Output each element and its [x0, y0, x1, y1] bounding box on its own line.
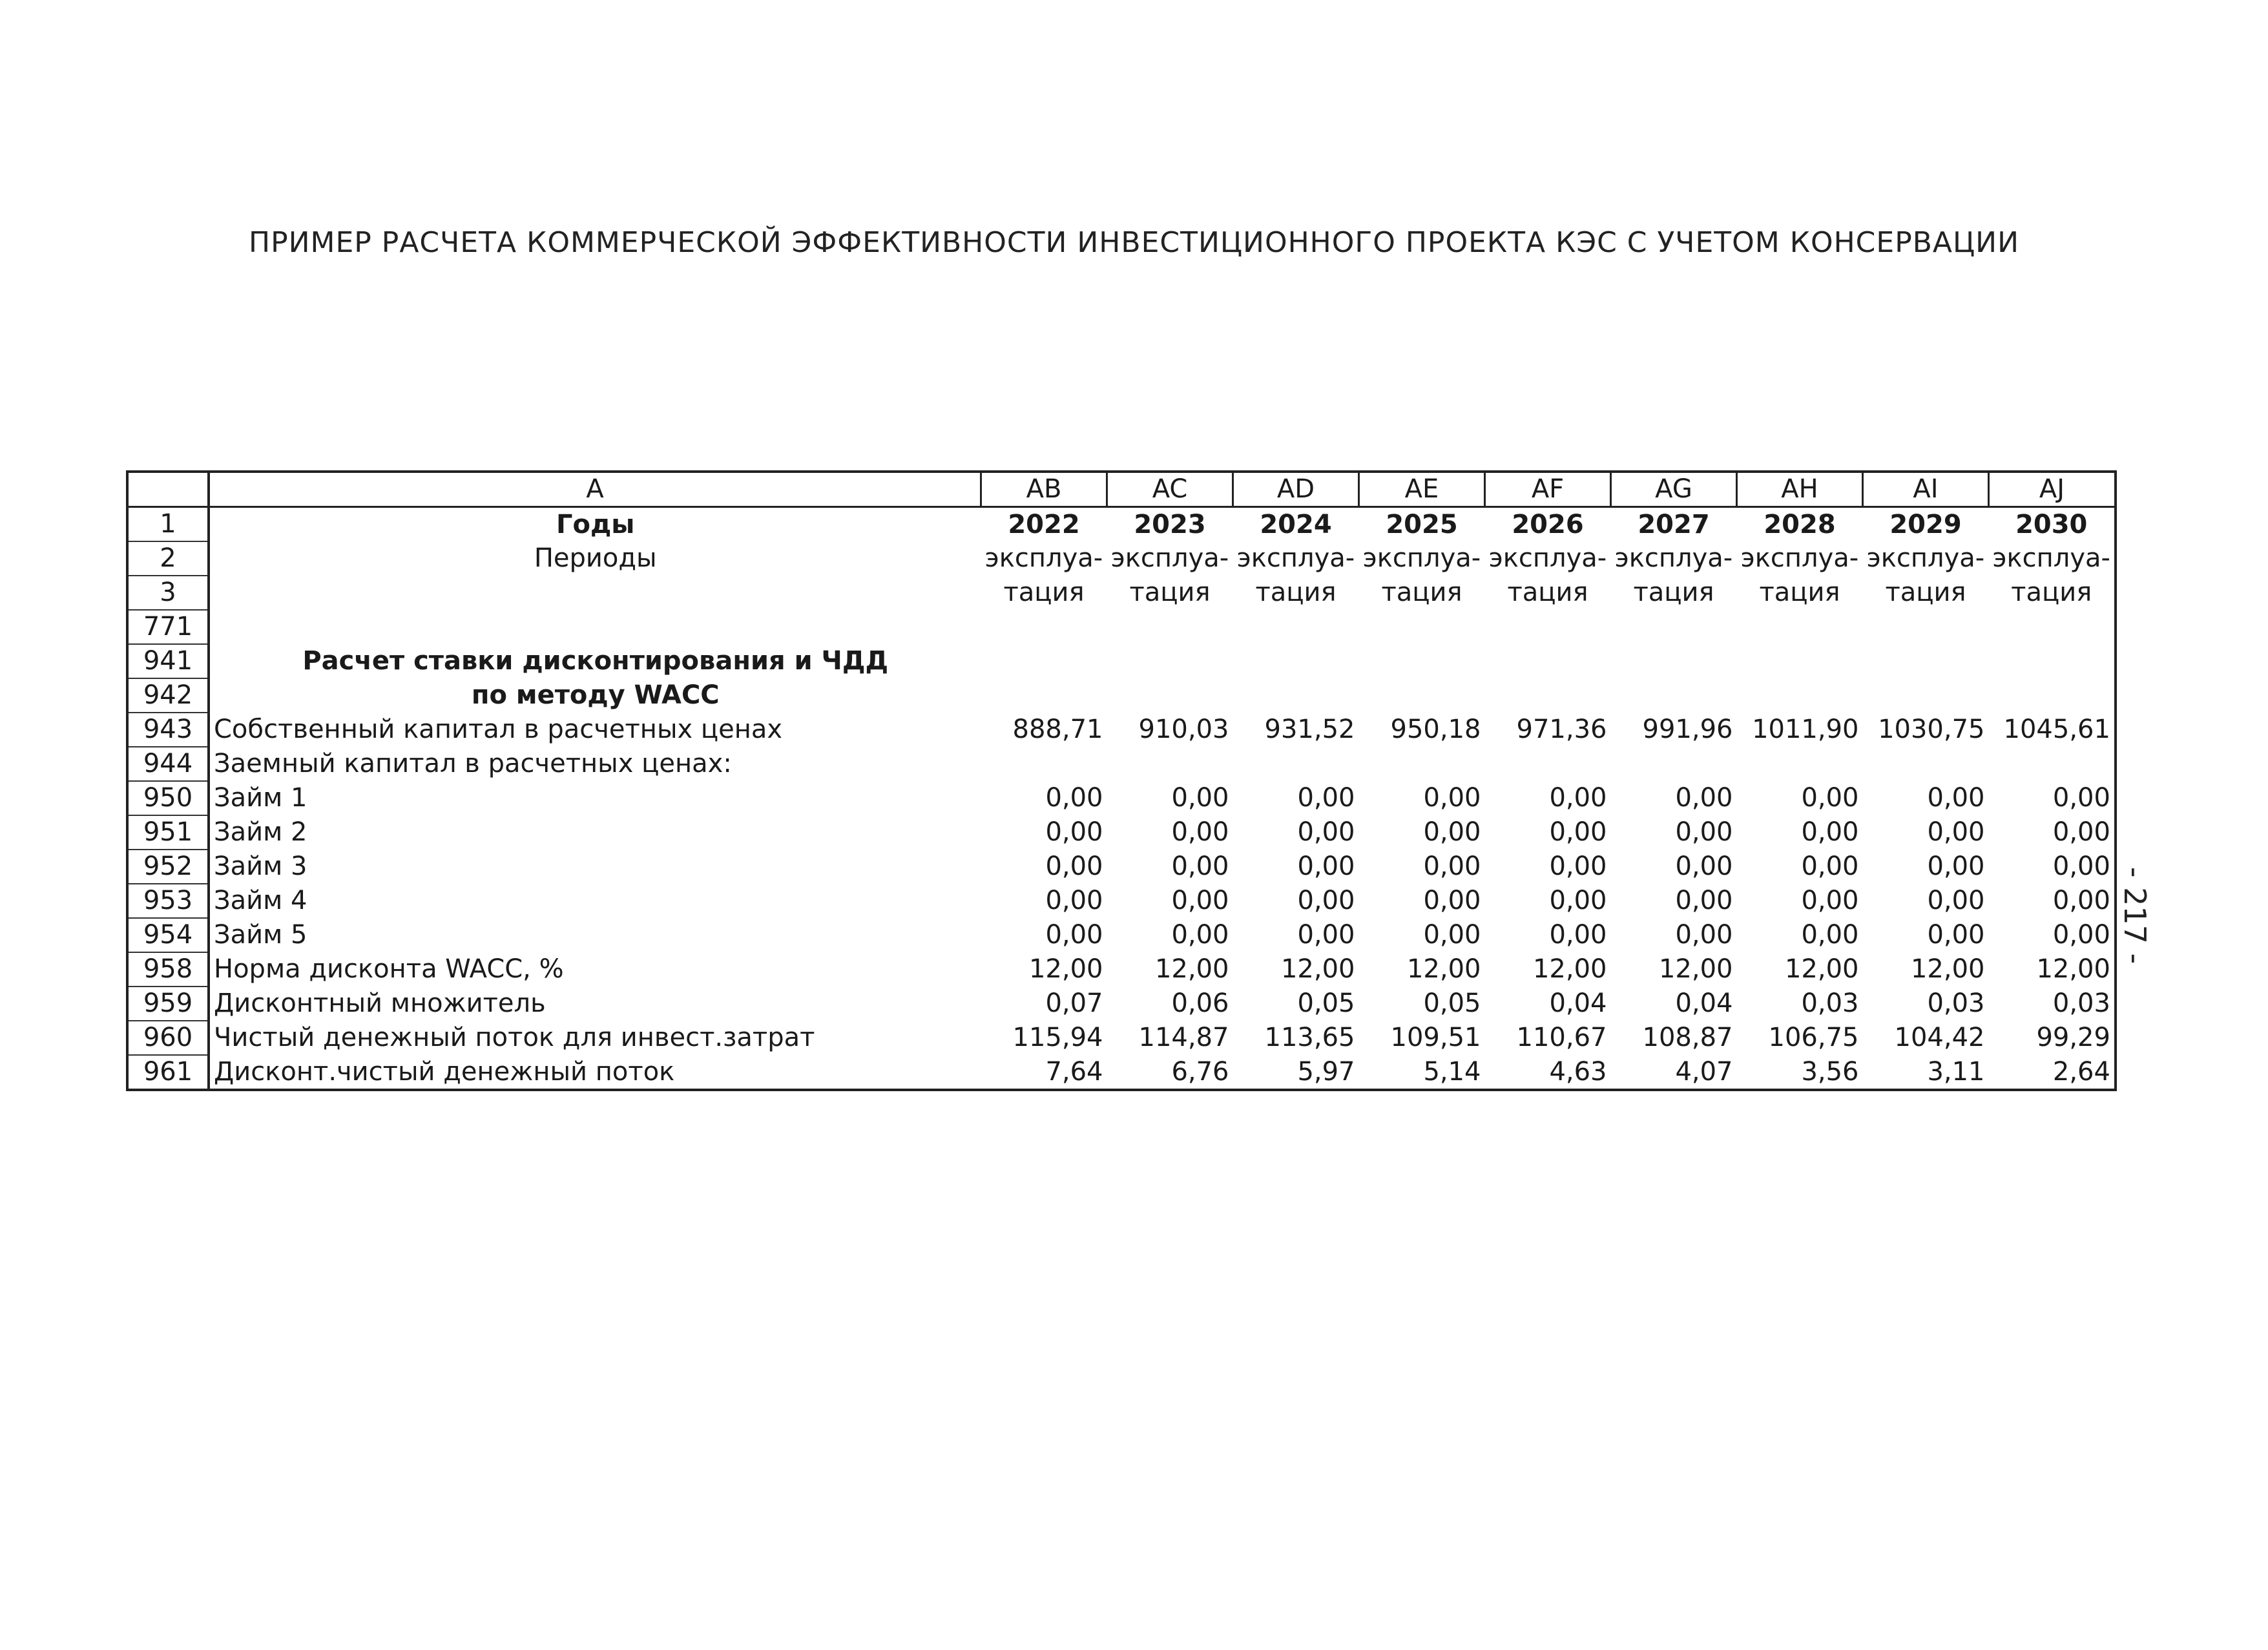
cell-value: 12,00	[1989, 952, 2116, 987]
table-row	[127, 1021, 2116, 1055]
row-label: Займ 3	[214, 851, 307, 881]
cell-value: 104,42	[1894, 1023, 1985, 1052]
header-value: 2026	[1512, 509, 1584, 539]
table-row	[127, 747, 2116, 781]
header-value: тация	[1989, 576, 2116, 610]
cell-value	[1863, 747, 1989, 781]
cell-value: 0,00	[1423, 783, 1481, 813]
cell-value: 115,94	[1012, 1023, 1103, 1052]
table-row	[127, 713, 2116, 747]
cell-value: 114,87	[1138, 1023, 1229, 1052]
row-label: Займ 1	[214, 783, 307, 813]
cell-value: 0,00	[1297, 920, 1355, 950]
row-label	[209, 610, 981, 644]
blank-row	[127, 610, 2116, 644]
empty-cell	[1611, 678, 1737, 713]
cell-value: 12,00	[1154, 954, 1229, 984]
cell-value: 0,06	[1171, 988, 1229, 1018]
cell-value: 113,65	[1264, 1023, 1355, 1052]
page-number: - 217 -	[2117, 866, 2152, 965]
cell-value: 0,00	[1549, 851, 1607, 881]
cell-value: 0,00	[1801, 783, 1859, 813]
cell-value: 0,00	[1675, 920, 1733, 950]
cell-value: 1030,75	[1878, 715, 1985, 744]
row-number: 2	[127, 541, 209, 576]
cell-value: 108,87	[1642, 1023, 1733, 1052]
cell-value	[1611, 747, 1737, 781]
column-header-row	[127, 472, 2116, 507]
cell-value: 0,00	[1549, 817, 1607, 847]
cell-value: 0,00	[1171, 920, 1229, 950]
empty-cell	[1233, 610, 1359, 644]
column-letter: AI	[1863, 472, 1989, 507]
row-label: Займ 2	[214, 817, 307, 847]
cell-value: 0,00	[1927, 817, 1985, 847]
cell-value: 0,00	[1989, 918, 2116, 952]
row-number: 1	[127, 507, 209, 542]
header-value: эксплуа-	[1989, 541, 2116, 576]
header-value: тация	[1255, 578, 1337, 607]
cell-value: 0,05	[1423, 988, 1481, 1018]
section-title-row	[127, 644, 2116, 678]
cell-value: 950,18	[1390, 715, 1481, 744]
cell-value: 110,67	[1516, 1023, 1607, 1052]
cell-value	[1107, 747, 1233, 781]
section-title: по методу WACC	[471, 680, 720, 710]
empty-cell	[1863, 678, 1989, 713]
cell-value: 0,00	[1171, 886, 1229, 915]
cell-value: 1045,61	[1989, 713, 2116, 747]
cell-value	[1737, 747, 1863, 781]
cell-value: 99,29	[1989, 1021, 2116, 1055]
column-letter: AG	[1611, 472, 1737, 507]
header-value: 2022	[1008, 509, 1080, 539]
cell-value: 5,14	[1359, 1055, 1485, 1090]
cell-value: 888,71	[1012, 715, 1103, 744]
row-number: 952	[127, 850, 209, 884]
cell-value: 12,00	[1028, 954, 1103, 984]
column-letter: AH	[1737, 472, 1863, 507]
empty-cell	[981, 610, 1107, 644]
empty-cell	[1107, 678, 1233, 713]
row-number: 941	[127, 644, 209, 678]
cell-value: 0,00	[1927, 851, 1985, 881]
cell-value: 0,00	[1927, 886, 1985, 915]
cell-value: 0,07	[1045, 988, 1103, 1018]
row-label	[209, 576, 981, 610]
cell-value: 12,00	[1406, 954, 1481, 984]
cell-value: 0,00	[1045, 851, 1103, 881]
empty-cell	[1107, 644, 1233, 678]
column-letter: AC	[1107, 472, 1233, 507]
empty-cell	[1359, 610, 1485, 644]
empty-cell	[1863, 610, 1989, 644]
empty-cell	[1737, 610, 1863, 644]
cell-value: 12,00	[1280, 954, 1355, 984]
cell-value: 931,52	[1264, 715, 1355, 744]
table-row	[127, 1055, 2116, 1090]
header-value: 2024	[1260, 509, 1332, 539]
empty-cell	[1737, 678, 1863, 713]
section-title: Расчет ставки дисконтирования и ЧДД	[302, 646, 889, 676]
row-label: Заемный капитал в расчетных ценах:	[214, 749, 732, 778]
table-row	[127, 850, 2116, 884]
row-label: Дисконтный множитель	[214, 988, 546, 1018]
header-value: 2030	[1989, 507, 2116, 542]
empty-cell	[1611, 644, 1737, 678]
row-number: 959	[127, 987, 209, 1021]
header-row	[127, 507, 2116, 542]
cell-value: 0,00	[1989, 850, 2116, 884]
cell-value: 0,00	[1801, 886, 1859, 915]
empty-cell	[981, 644, 1107, 678]
cell-value: 0,00	[1171, 851, 1229, 881]
row-number: 771	[127, 610, 209, 644]
cell-value: 12,00	[1784, 954, 1859, 984]
header-value: эксплуа-	[1110, 543, 1229, 573]
column-letter: AE	[1359, 472, 1485, 507]
header-value: тация	[1885, 578, 1966, 607]
column-letter: AB	[981, 472, 1107, 507]
empty-cell	[1737, 644, 1863, 678]
spreadsheet-table	[126, 470, 2117, 1091]
header-row	[127, 576, 2116, 610]
cell-value: 0,00	[1045, 886, 1103, 915]
row-label: Займ 4	[214, 886, 307, 915]
cell-value: 0,03	[1927, 988, 1985, 1018]
header-value: тация	[1759, 578, 1840, 607]
cell-value: 0,00	[1675, 851, 1733, 881]
empty-cell	[1107, 610, 1233, 644]
header-value: тация	[1129, 578, 1211, 607]
cell-value: 0,00	[1989, 884, 2116, 918]
cell-value	[1989, 747, 2116, 781]
cell-value: 0,03	[1989, 987, 2116, 1021]
column-letter: AD	[1233, 472, 1359, 507]
cell-value: 0,00	[1423, 886, 1481, 915]
header-value: тация	[1003, 578, 1085, 607]
row-label: Займ 5	[214, 920, 307, 950]
row-number: 954	[127, 918, 209, 952]
column-letter: AJ	[1989, 472, 2116, 507]
empty-cell	[1611, 610, 1737, 644]
cell-value: 109,51	[1390, 1023, 1481, 1052]
empty-cell	[1485, 678, 1611, 713]
header-value: 2029	[1889, 509, 1962, 539]
row-number: 950	[127, 781, 209, 815]
header-value: 2025	[1386, 509, 1458, 539]
empty-cell	[1989, 678, 2116, 713]
column-letter: AF	[1485, 472, 1611, 507]
empty-cell	[1359, 644, 1485, 678]
empty-cell	[1863, 644, 1989, 678]
header-value: эксплуа-	[1740, 543, 1859, 573]
cell-value: 0,00	[1171, 817, 1229, 847]
row-number: 943	[127, 713, 209, 747]
row-label: Периоды	[534, 543, 657, 573]
row-number: 960	[127, 1021, 209, 1055]
cell-value: 0,00	[1801, 851, 1859, 881]
cell-value: 4,63	[1485, 1055, 1611, 1090]
cell-value: 3,56	[1737, 1055, 1863, 1090]
cell-value: 6,76	[1107, 1055, 1233, 1090]
cell-value	[981, 747, 1107, 781]
row-number: 944	[127, 747, 209, 781]
cell-value: 12,00	[1658, 954, 1733, 984]
header-value: эксплуа-	[1866, 543, 1985, 573]
row-number: 961	[127, 1055, 209, 1090]
empty-cell	[1989, 610, 2116, 644]
header-value: эксплуа-	[1362, 543, 1481, 573]
cell-value: 1011,90	[1752, 715, 1859, 744]
cell-value: 0,00	[1423, 817, 1481, 847]
cell-value: 0,00	[1297, 886, 1355, 915]
cell-value: 0,00	[1045, 817, 1103, 847]
table-row	[127, 918, 2116, 952]
cell-value: 12,00	[1532, 954, 1607, 984]
cell-value: 0,00	[1423, 851, 1481, 881]
cell-value: 0,00	[1675, 817, 1733, 847]
page-title: ПРИМЕР РАСЧЕТА КОММЕРЧЕСКОЙ ЭФФЕКТИВНОСТИ ИНВЕСТИЦИОННОГО ПРОЕКТА КЭС С УЧЕТОМ КОНСЕРВАЦИИ	[248, 226, 2020, 259]
cell-value: 991,96	[1642, 715, 1733, 744]
empty-cell	[1485, 610, 1611, 644]
cell-value: 0,00	[1549, 886, 1607, 915]
cell-value: 0,00	[1989, 781, 2116, 815]
cell-value: 0,00	[1927, 920, 1985, 950]
table-row	[127, 987, 2116, 1021]
empty-cell	[1233, 678, 1359, 713]
row-number: 3	[127, 576, 209, 610]
cell-value: 0,00	[1989, 815, 2116, 850]
row-label: Дисконт.чистый денежный поток	[209, 1055, 981, 1090]
cell-value: 7,64	[981, 1055, 1107, 1090]
empty-cell	[1359, 678, 1485, 713]
cell-value: 0,03	[1801, 988, 1859, 1018]
cell-value: 106,75	[1768, 1023, 1859, 1052]
corner-cell	[127, 472, 209, 507]
cell-value: 2,64	[1989, 1055, 2116, 1090]
table-row	[127, 952, 2116, 987]
row-number: 942	[127, 678, 209, 713]
cell-value: 12,00	[1910, 954, 1985, 984]
cell-value: 0,00	[1675, 886, 1733, 915]
header-value: 2027	[1638, 509, 1710, 539]
header-value: эксплуа-	[1488, 543, 1607, 573]
table-row	[127, 781, 2116, 815]
cell-value: 0,00	[1549, 920, 1607, 950]
header-value: тация	[1633, 578, 1714, 607]
cell-value: 971,36	[1516, 715, 1607, 744]
header-row	[127, 541, 2116, 576]
cell-value: 3,11	[1863, 1055, 1989, 1090]
row-label: Чистый денежный поток для инвест.затрат	[214, 1023, 815, 1052]
header-value: тация	[1507, 578, 1588, 607]
cell-value: 0,00	[1297, 817, 1355, 847]
row-number: 953	[127, 884, 209, 918]
column-letter: A	[209, 472, 981, 507]
header-value: эксплуа-	[984, 543, 1103, 573]
cell-value	[1233, 747, 1359, 781]
header-value: 2028	[1763, 509, 1836, 539]
cell-value: 0,04	[1549, 988, 1607, 1018]
row-number: 951	[127, 815, 209, 850]
cell-value	[1485, 747, 1611, 781]
empty-cell	[981, 678, 1107, 713]
cell-value: 0,00	[1675, 783, 1733, 813]
table-row	[127, 884, 2116, 918]
cell-value: 910,03	[1138, 715, 1229, 744]
cell-value: 0,04	[1675, 988, 1733, 1018]
cell-value: 0,05	[1297, 988, 1355, 1018]
cell-value: 5,97	[1233, 1055, 1359, 1090]
empty-cell	[1989, 644, 2116, 678]
cell-value: 0,00	[1549, 783, 1607, 813]
row-label: Годы	[556, 509, 635, 539]
cell-value: 0,00	[1171, 783, 1229, 813]
cell-value	[1359, 747, 1485, 781]
cell-value: 0,00	[1801, 817, 1859, 847]
header-value: тация	[1381, 578, 1462, 607]
cell-value: 0,00	[1927, 783, 1985, 813]
cell-value: 4,07	[1611, 1055, 1737, 1090]
row-label: Норма дисконта WACC, %	[214, 954, 564, 984]
cell-value: 0,00	[1297, 783, 1355, 813]
header-value: эксплуа-	[1236, 543, 1355, 573]
header-value: эксплуа-	[1614, 543, 1733, 573]
cell-value: 0,00	[1045, 920, 1103, 950]
cell-value: 0,00	[1801, 920, 1859, 950]
row-label: Собственный капитал в расчетных ценах	[214, 715, 783, 744]
section-title-row	[127, 678, 2116, 713]
cell-value: 0,00	[1297, 851, 1355, 881]
cell-value: 0,00	[1045, 783, 1103, 813]
row-number: 958	[127, 952, 209, 987]
empty-cell	[1485, 644, 1611, 678]
table-row	[127, 815, 2116, 850]
cell-value: 0,00	[1423, 920, 1481, 950]
header-value: 2023	[1134, 509, 1206, 539]
empty-cell	[1233, 644, 1359, 678]
